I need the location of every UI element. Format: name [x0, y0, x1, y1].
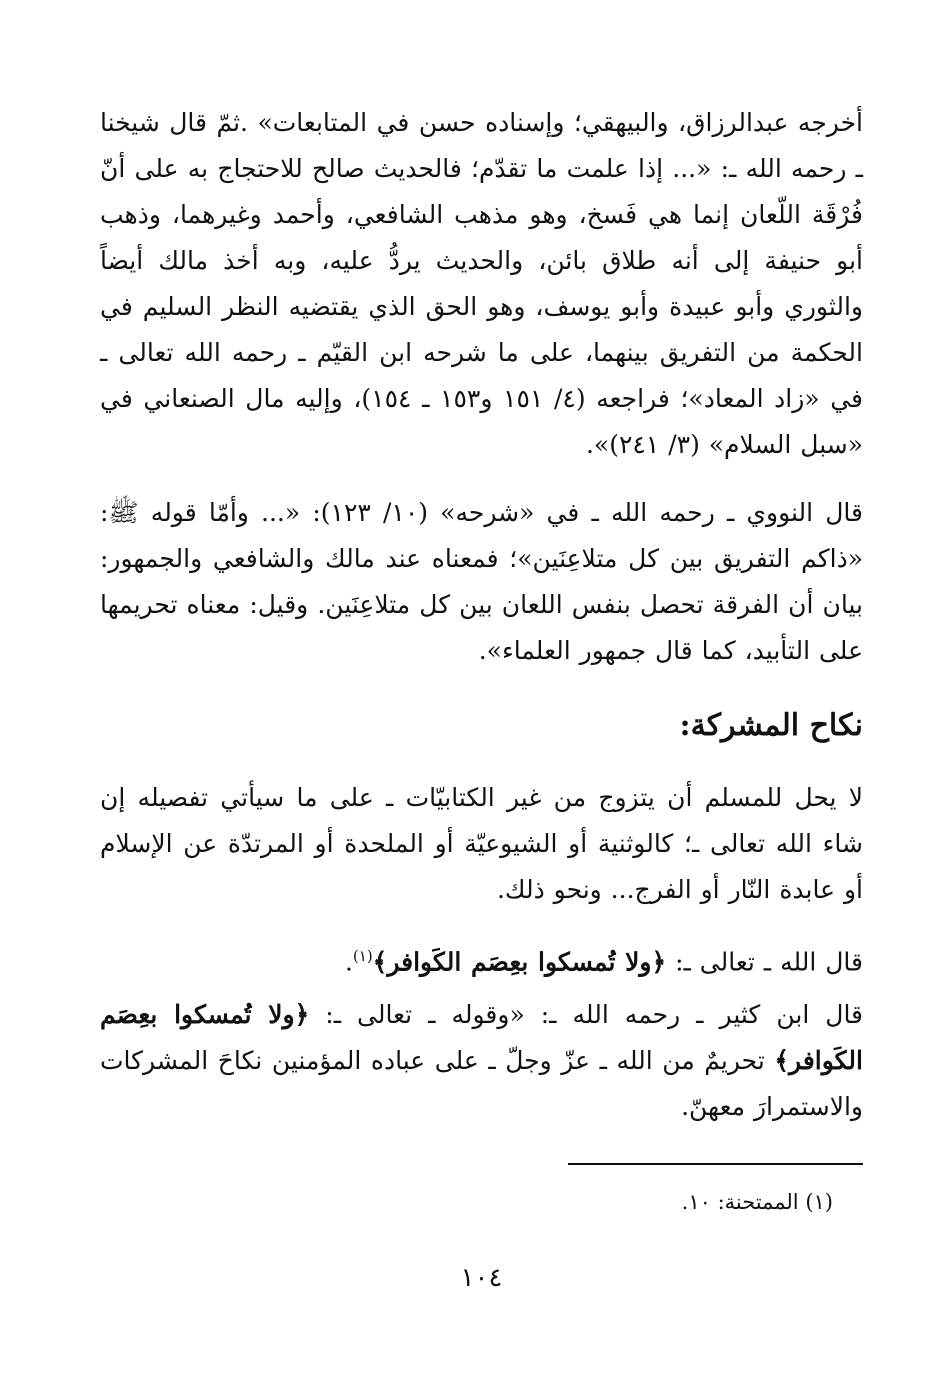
page-number: ١٠٤ — [460, 1263, 503, 1293]
quran-verse-text: ﴿ولا تُمسكوا بعِصَم الكَوافر﴾ — [372, 947, 667, 977]
paragraph-mushrika-marriage: لا يحل للمسلم أن يتزوج من غير الكتابيّات ـ على ما سيأتي تفصيله إن شاء الله تعالى ـ؛ كالوثنية أو الشيوعيّة أو الملحدة أو المرتدّة عن الإسلام أو عابدة النّار أو الفرج... ونحو ذلك. — [100, 783, 863, 904]
footnote-text: (١) الممتحنة: ١٠. — [681, 1190, 833, 1214]
paragraph-ibn-kathir-quote — [100, 992, 863, 1130]
quran-verse-quoted: ﴿ولا تُمسكوا بعِصَم الكَوافر﴾ — [100, 1000, 863, 1075]
verse-end: . — [344, 947, 353, 977]
quote-intro: قال ابن كثير ـ رحمه الله ـ: «وقوله ـ تعالى ـ: — [325, 1000, 864, 1029]
paragraph-quran-verse — [100, 933, 863, 985]
verse-intro: قال الله ـ تعالى ـ: — [675, 947, 863, 977]
paragraph-lian-ruling: أخرجه عبدالرزاق، والبيهقي؛ وإسناده حسن في المتابعات» .ثمّ قال شيخنا ـ رحمه الله ـ: «... إذا علمت ما تقدّم؛ فالحديث صالح للاحتجاج به على أنّ فُرْقَة اللّعان إنما هي فَسخ، وهو مذهب الشافعي، وأحمد وغيرهما، وذهب أبو حنيفة إلى أنه طلاق بائن، والحديث يردُّ عليه، وبه أخذ مالك أيضاً والثوري وأبو عبيدة وأبو يوسف، وهو الحق الذي يقتضيه النظر السليم في الحكمة من التفريق بينهما، على ما شرحه ابن القيّم ـ رحمه الله تعالى ـ في «زاد المعاد»؛ فراجعه (٤/ ١٥١ و١٥٣ ـ ١٥٤)، وإليه مال الصنعاني في «سبل السلام» (٣/ ٢٤١)». — [100, 108, 864, 459]
section-heading: نكاح المشركة: — [679, 708, 863, 743]
book-page — [100, 0, 863, 1377]
footnote-ref: (١) — [352, 947, 373, 965]
footnote-divider — [568, 1163, 863, 1165]
paragraph-nawawi-quote: قال النووي ـ رحمه الله ـ في «شرحه» (١٠/ ١٢٣): «... وأمّا قوله ﷺ: «ذاكم التفريق بين كل متلاعِنَين»؛ فمعناه عند مالك والشافعي والجمهور: بيان أن الفرقة تحصل بنفس اللعان بين كل متلاعِنَين. وقيل: معناه تحريمها على التأبيد، كما قال جمهور العلماء». — [100, 498, 863, 665]
quote-body: تحريمٌ من الله ـ عزّ وجلّ ـ على عباده المؤمنين نكاحَ المشركات والاستمرارَ معهنّ. — [100, 1046, 863, 1121]
